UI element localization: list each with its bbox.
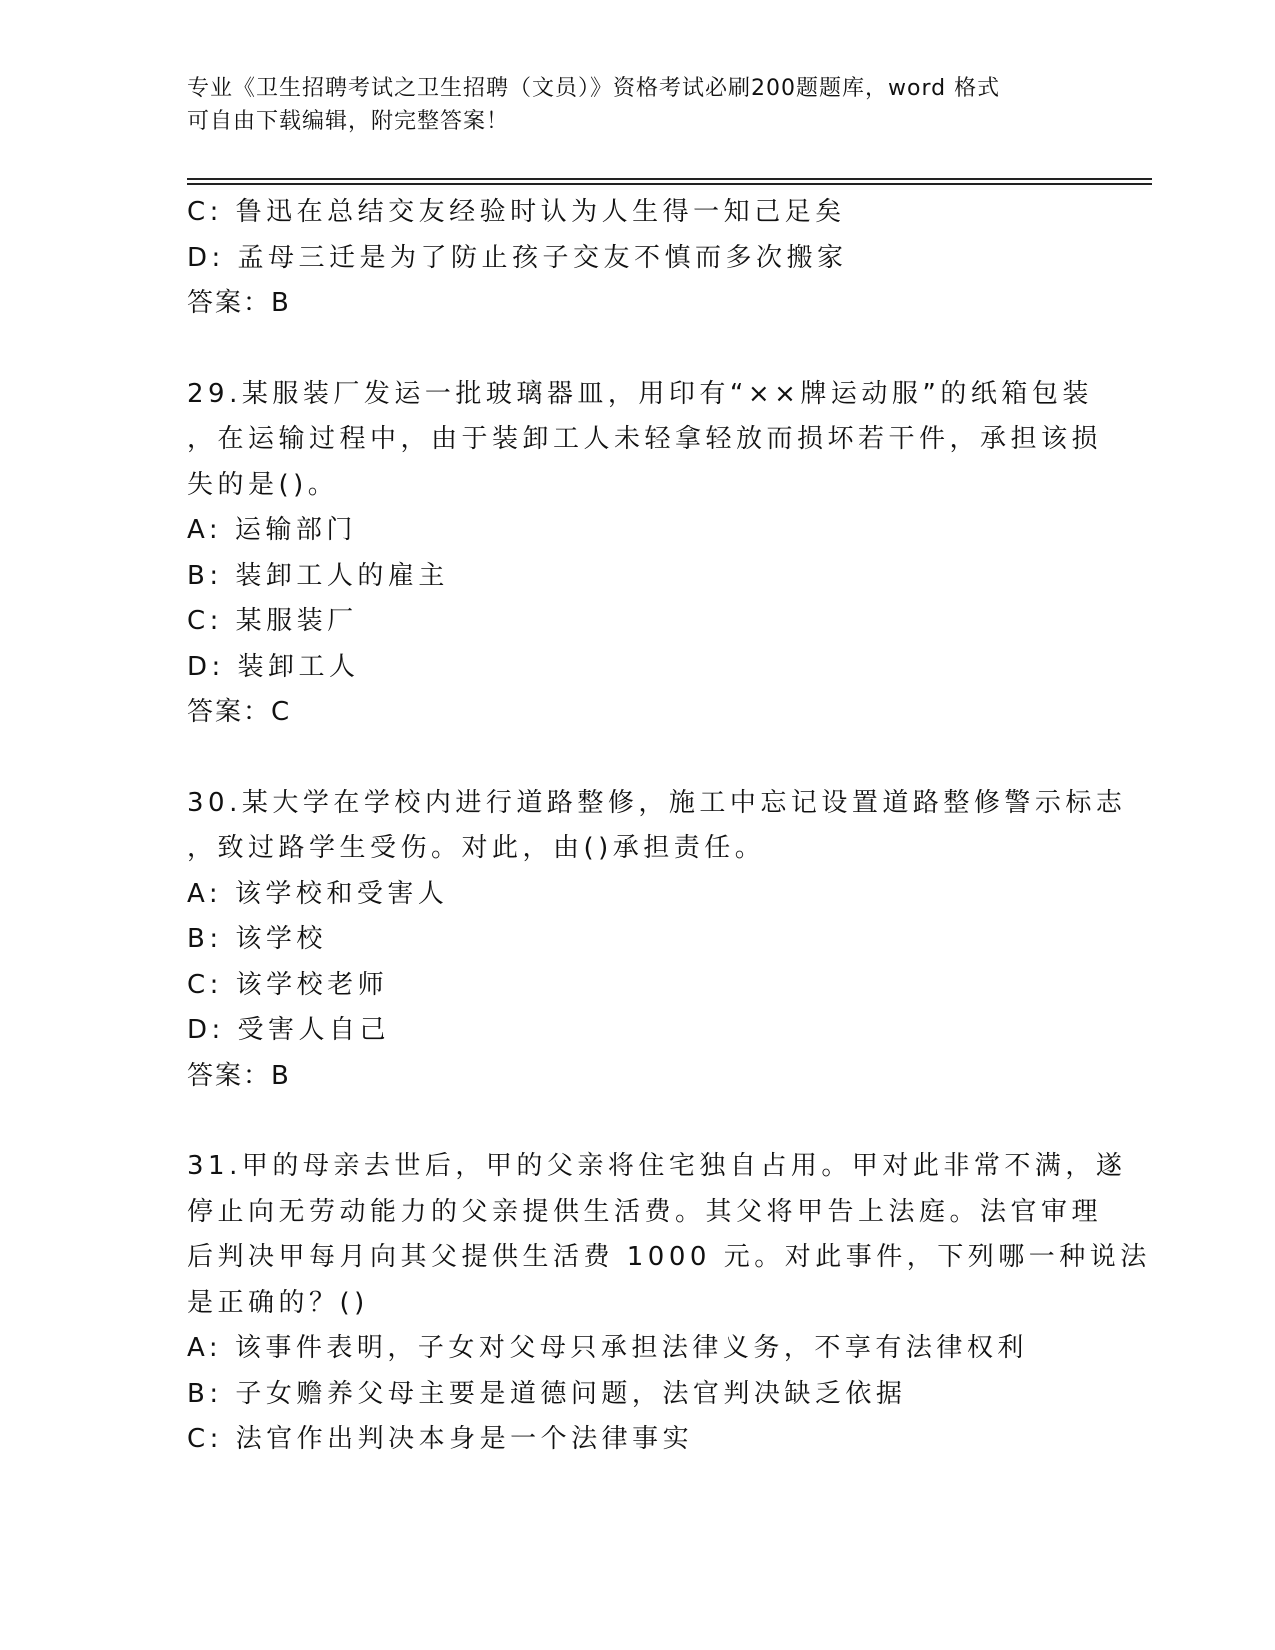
- question-stem-line: 30.某大学在学校内进行道路整修，施工中忘记设置道路整修警示标志: [187, 787, 1127, 818]
- question-stem-line: 是正确的？(): [187, 1287, 369, 1318]
- question-stem-line: ，在运输过程中，由于装卸工人未轻拿轻放而损坏若干件，承担该损: [187, 424, 1103, 454]
- option-c: C: 鲁迅在总结交友经验时认为人生得一知己足矣: [187, 197, 846, 227]
- option-a: A: 该事件表明，子女对父母只承担法律义务，不享有法律权利: [187, 1333, 1028, 1363]
- option-d: D: 孟母三迁是为了防止孩子交友不慎而多次搬家: [187, 242, 848, 273]
- question-29: [187, 372, 1103, 736]
- option-a: A: 运输部门: [187, 515, 357, 545]
- answer-line: 答案：C: [187, 697, 292, 727]
- question-28-tail: [187, 190, 1087, 327]
- answer-line: 答案：B: [187, 1060, 291, 1091]
- question-stem-line: 29.某服装厂发运一批玻璃器皿，用印有“××牌运动服”的纸箱包装: [187, 378, 1093, 409]
- option-c: C: 某服装厂: [187, 606, 358, 636]
- question-30: [187, 781, 1127, 1100]
- question-stem-line: 停止向无劳动能力的父亲提供生活费。其父将甲告上法庭。法官审理: [187, 1196, 1103, 1227]
- option-a: A: 该学校和受害人: [187, 878, 449, 909]
- page-header: [187, 72, 1067, 138]
- question-stem-line: 31.甲的母亲去世后，甲的父亲将住宅独自占用。甲对此非常不满，遂: [187, 1151, 1127, 1181]
- option-d: D: 装卸工人: [187, 651, 360, 682]
- header-divider-bottom: [187, 183, 1152, 185]
- header-title-line-2: 可自由下载编辑，附完整答案！: [187, 109, 510, 134]
- paragraph-gap: [187, 1099, 1087, 1144]
- option-c: C: 该学校老师: [187, 969, 389, 1000]
- paragraph-gap: [187, 327, 1087, 372]
- option-d: D: 受害人自己: [187, 1015, 391, 1045]
- header-title-line-1: 专业《卫生招聘考试之卫生招聘（文员）》资格考试必刷200题题库，word 格式: [187, 76, 1001, 101]
- paragraph-gap: [187, 736, 1087, 781]
- option-b: B: 子女赡养父母主要是道德问题，法官判决缺乏依据: [187, 1378, 907, 1409]
- header-divider-top: [187, 178, 1152, 180]
- option-c: C: 法官作出判决本身是一个法律事实: [187, 1424, 694, 1454]
- answer-line: 答案：B: [187, 288, 291, 318]
- document-body: [187, 190, 1151, 1463]
- option-b: B: 该学校: [187, 924, 327, 954]
- question-stem-line: 失的是()。: [187, 469, 339, 500]
- question-stem-line: 后判决甲每月向其父提供生活费 1000 元。对此事件，下列哪一种说法: [187, 1242, 1151, 1272]
- option-b: B: 装卸工人的雇主: [187, 560, 449, 591]
- question-stem-line: ，致过路学生受伤。对此，由()承担责任。: [187, 833, 766, 863]
- question-31: [187, 1144, 1151, 1463]
